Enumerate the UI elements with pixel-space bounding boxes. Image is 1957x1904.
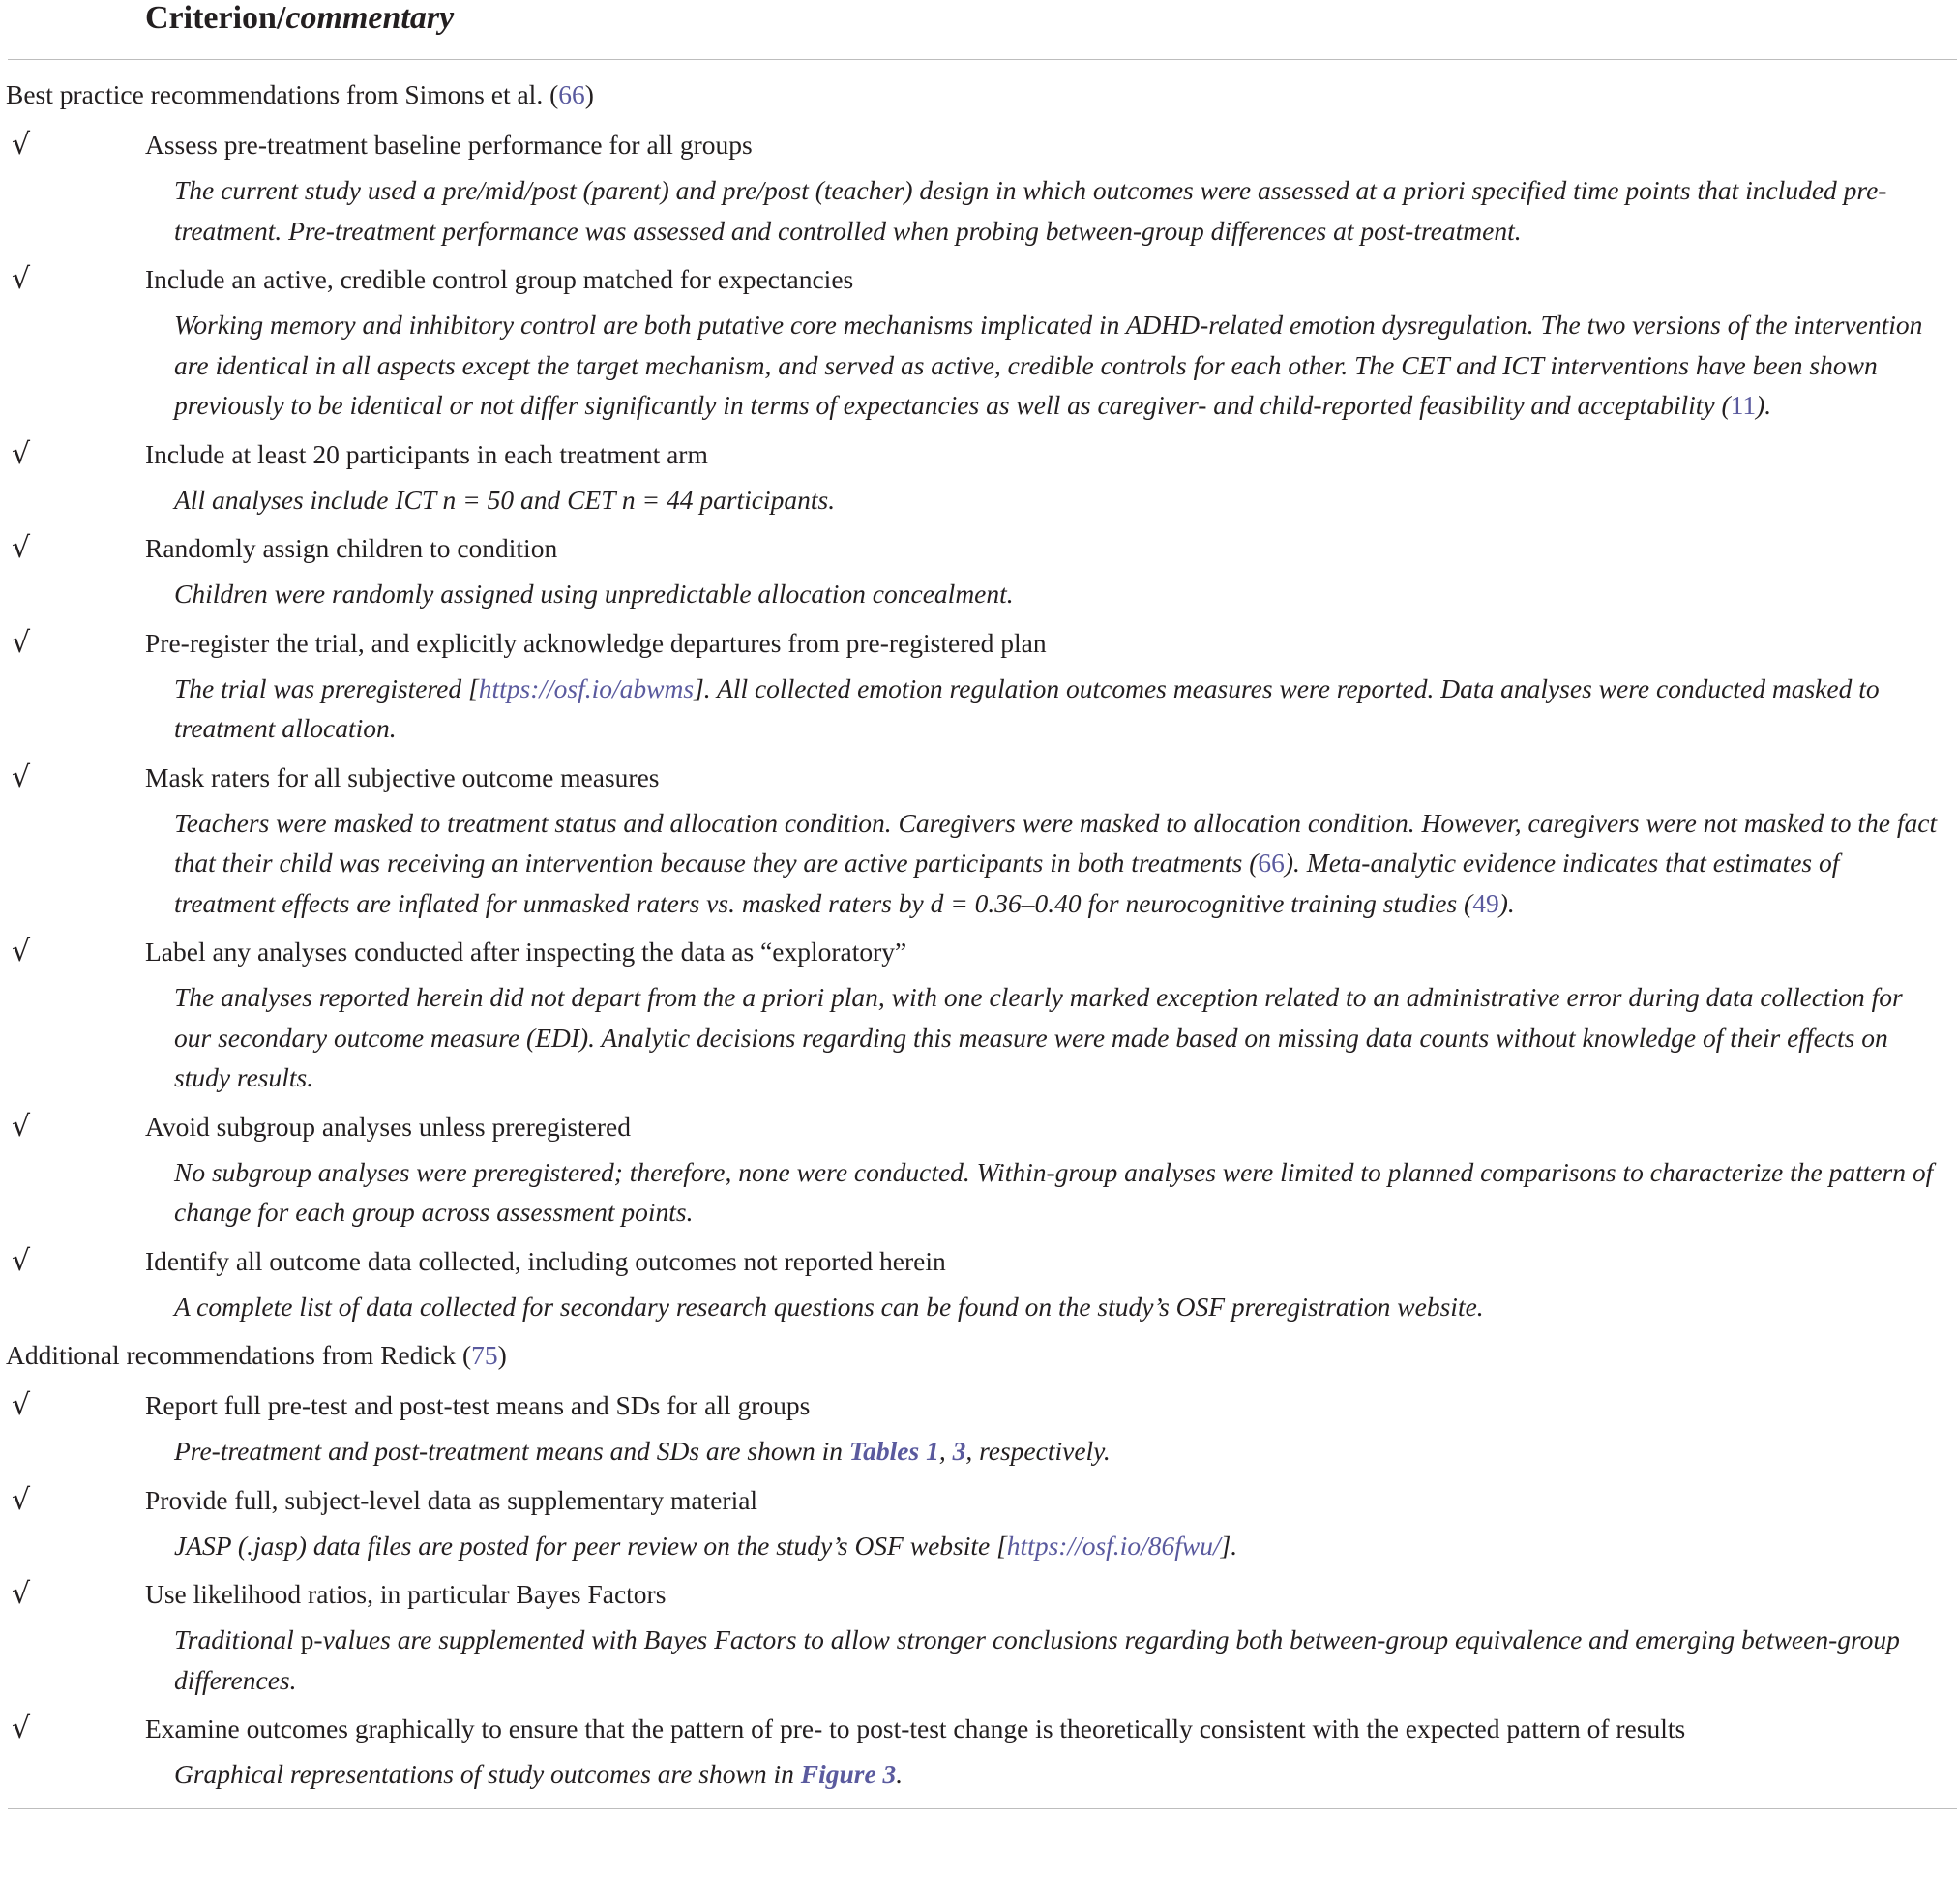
- commentary-text: A complete list of data collected for secondary research questions can be found on the study’s OSF preregistration website.: [174, 1291, 1484, 1322]
- group-title-simons: Best practice recommendations from Simons et al. ( 66 ): [0, 70, 1957, 120]
- criterion-text: Avoid subgroup analyses unless preregistered: [145, 1111, 632, 1142]
- criterion-text: Pre-register the trial, and explicitly acknowledge departures from pre-registered plan: [145, 627, 1047, 658]
- table-link[interactable]: 3: [952, 1436, 966, 1466]
- citation-link[interactable]: 11: [1730, 390, 1757, 420]
- criterion-row: [0, 430, 1957, 524]
- criterion-row: [0, 523, 1957, 618]
- commentary-text: The trial was preregistered [https://osf.io/abwms]. All collected emotion regulation outcomes measures were reported. Data analyses were conducted masked to treatment allocation.: [174, 672, 1880, 743]
- table-bottom-rule: [8, 1808, 1957, 1809]
- commentary-text: The analyses reported herein did not depart from the a priori plan, with one clearly marked exception related to an administrative error during data collection for our secondary outcome measure (EDI). Analytic decisions regarding this measure were made based on missing data counts without knowledge of their effects on study results.: [174, 982, 1903, 1092]
- commentary-text: Pre-treatment and post-treatment means and SDs are shown in Tables 1, 3, respectively.: [174, 1436, 1111, 1466]
- check-icon: √: [12, 1388, 31, 1422]
- criterion-text: Randomly assign children to condition: [145, 533, 558, 563]
- commentary-text: All analyses include ICT n = 50 and CET n = 44 participants.: [174, 484, 836, 515]
- citation-link[interactable]: 75: [471, 1340, 498, 1370]
- osf-link[interactable]: https://osf.io/abwms: [478, 672, 695, 703]
- osf-link[interactable]: https://osf.io/86fwu/: [1006, 1530, 1221, 1561]
- criterion-row: [0, 254, 1957, 430]
- criterion-text: Mask raters for all subjective outcome measures: [145, 761, 660, 792]
- check-icon: √: [12, 1577, 31, 1611]
- criterion-row: [0, 1236, 1957, 1331]
- header-title-bold: Criterion/: [145, 0, 286, 36]
- criterion-text: Report full pre-test and post-test means and SDs for all groups: [145, 1390, 811, 1420]
- check-icon: √: [12, 531, 31, 565]
- criterion-text: Use likelihood ratios, in particular Bayes Factors: [145, 1579, 667, 1609]
- criterion-row: [0, 753, 1957, 928]
- criterion-row: [0, 1381, 1957, 1475]
- check-icon: √: [12, 436, 31, 471]
- check-icon: √: [12, 262, 31, 296]
- column-header: [145, 0, 454, 37]
- check-icon: √: [12, 1711, 31, 1745]
- check-icon: √: [12, 935, 31, 968]
- commentary-text: Children were randomly assigned using unpredictable allocation concealment.: [174, 579, 1014, 609]
- criterion-row: [0, 1569, 1957, 1704]
- header-title-italic: commentary: [285, 0, 455, 36]
- commentary-text: Teachers were masked to treatment status and allocation condition. Caregivers were masked to allocation condition. However, caregivers were not masked to the fact that their child was receiving an intervention because they are active participants in both treatments (66). Meta-analytic evidence indicates that estimates of treatment effects are inflated for unmasked raters vs. masked raters by d = 0.36–0.40 for neurocognitive training studies (49).: [174, 807, 1938, 918]
- check-icon: √: [12, 128, 31, 162]
- commentary-text: Working memory and inhibitory control are both putative core mechanisms implicated in ADHD-related emotion dysregulation. The two versions of the intervention are identical in all aspects except the target mechanism, and served as active, credible controls for each other. The CET and ICT interventions have been shown previously to be identical or not differ significantly in terms of expectancies as well as caregiver- and child-reported feasibility and acceptability (11).: [174, 310, 1923, 420]
- criterion-text: Assess pre-treatment baseline performance for all groups: [145, 130, 753, 160]
- group-title-redick: Additional recommendations from Redick ( 75 ): [0, 1330, 1957, 1381]
- criterion-row: [0, 618, 1957, 753]
- criterion-row: [0, 120, 1957, 254]
- check-icon: √: [12, 1482, 31, 1517]
- check-icon: √: [12, 625, 31, 660]
- commentary-text: Graphical representations of study outcomes are shown in Figure 3.: [174, 1759, 904, 1789]
- criterion-text: Label any analyses conducted after inspecting the data as “exploratory”: [145, 937, 907, 967]
- criterion-text: Identify all outcome data collected, including outcomes not reported herein: [145, 1245, 946, 1276]
- commentary-text: No subgroup analyses were preregistered; therefore, none were conducted. Within-group analyses were limited to planned comparisons to characterize the pattern of change for each group across assessment points.: [174, 1156, 1934, 1227]
- commentary-text: Traditional p-values are supplemented with Bayes Factors to allow stronger conclusions regarding both between-group equivalence and emerging between-group differences.: [174, 1624, 1900, 1695]
- citation-link[interactable]: 66: [1258, 848, 1285, 878]
- figure-link[interactable]: Figure 3: [800, 1759, 897, 1789]
- table-header: [8, 0, 1957, 60]
- citation-link[interactable]: 49: [1472, 887, 1499, 918]
- criterion-row: [0, 927, 1957, 1102]
- check-icon: √: [12, 1109, 31, 1144]
- check-icon: √: [12, 1243, 31, 1278]
- criterion-row: [0, 1475, 1957, 1570]
- criterion-text: Provide full, subject-level data as supplementary material: [145, 1484, 758, 1515]
- criterion-text: Examine outcomes graphically to ensure that the pattern of pre- to post-test change is theoretically consistent with the expected pattern of results: [145, 1713, 1686, 1743]
- criterion-text: Include at least 20 participants in each treatment arm: [145, 438, 708, 469]
- commentary-text: JASP (.jasp) data files are posted for peer review on the study’s OSF website [https://osf.io/86fwu/].: [174, 1530, 1238, 1561]
- commentary-text: The current study used a pre/mid/post (parent) and pre/post (teacher) design in which outcomes were assessed at a priori specified time points that included pre-treatment. Pre-treatment performance was assessed and controlled when probing between-group differences at post-treatment.: [174, 175, 1887, 246]
- table-link[interactable]: Tables 1: [848, 1436, 939, 1466]
- criterion-row: [0, 1704, 1957, 1799]
- check-icon: √: [12, 759, 31, 794]
- citation-link[interactable]: 66: [558, 79, 585, 109]
- criterion-row: [0, 1102, 1957, 1236]
- criterion-text: Include an active, credible control group matched for expectancies: [145, 264, 854, 294]
